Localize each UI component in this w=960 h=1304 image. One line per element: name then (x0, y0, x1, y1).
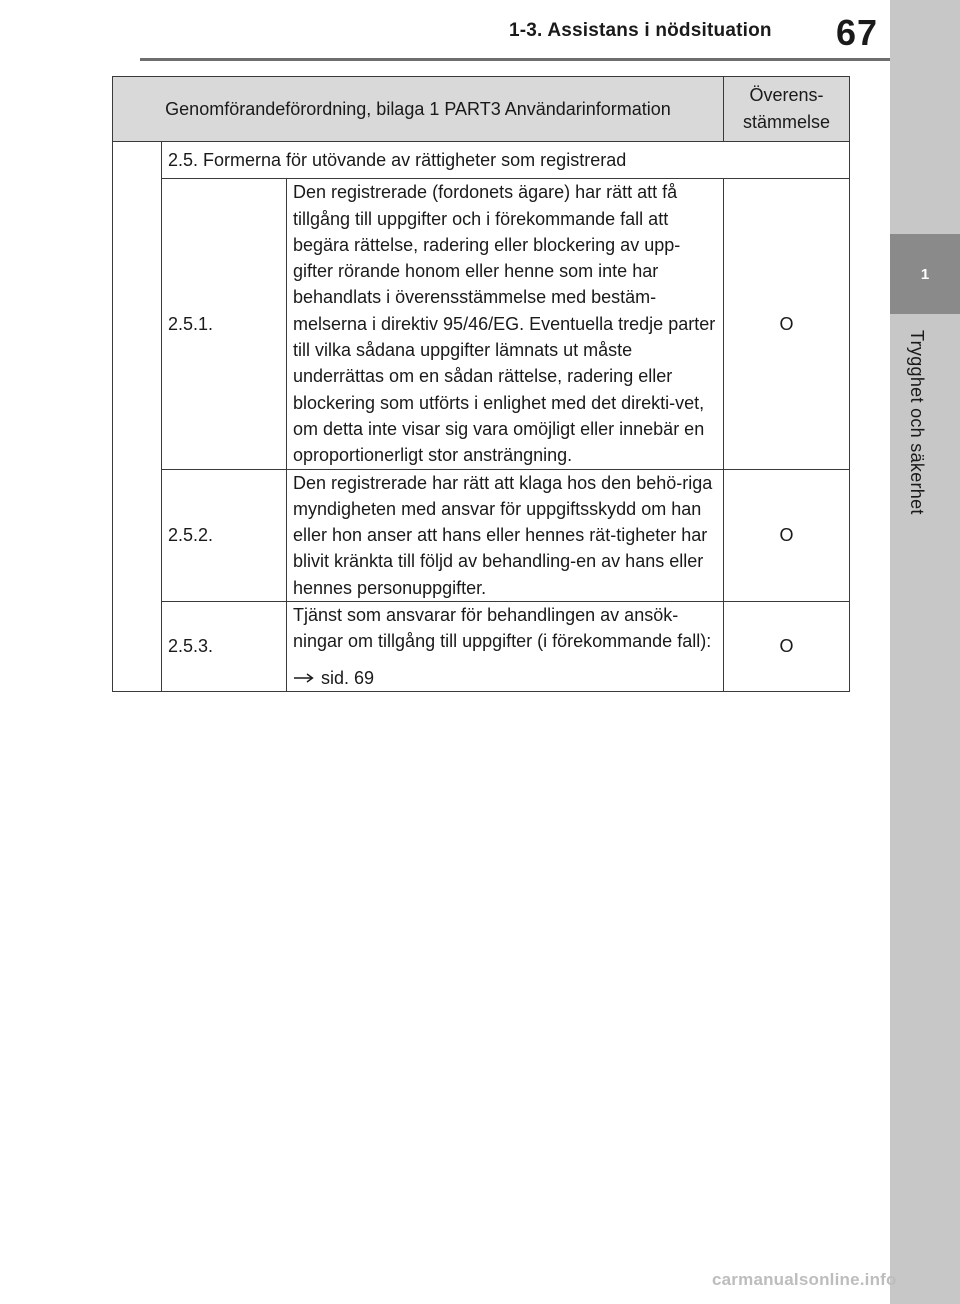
arrow-right-icon (293, 673, 315, 683)
row-agreement-mark: O (724, 179, 850, 469)
section-row (113, 142, 850, 179)
section-heading: 2.5. Formerna för utövande av rättigheter som registrerad (162, 142, 850, 179)
regulation-header: Genomförandeförordning, bilaga 1 PART3 Användarinformation (113, 77, 724, 142)
agreement-header-line1: Överens- (749, 85, 824, 105)
row-number: 2.5.3. (162, 602, 287, 692)
row-agreement-mark: O (724, 469, 850, 601)
row-description-cell (287, 602, 724, 692)
agreement-header (724, 77, 850, 142)
watermark: carmanualsonline.info (712, 1270, 897, 1289)
section-title: 1-3. Assistans i nödsituation (509, 20, 772, 41)
row-description: Den registrerade (fordonets ägare) har rätt att få tillgång till uppgifter och i förekommande fall att begära rättelse, radering eller blockering av upp-gifter rörande honom eller henne som inte har behandlats i överensstämmelse med bestäm-melserna i direktiv 95/46/EG. Eventuella tredje parter till vilka sådana uppgifter lämnats ut måste underrättas om en sådan rättelse, radering eller blockering som utförts i enlighet med det direkti-vet, om detta inte visar sig vara omöjligt eller innebär en oproportionerligt stor ansträngning. (287, 179, 724, 469)
row-number: 2.5.1. (162, 179, 287, 469)
table-row (113, 602, 850, 692)
header-divider (140, 58, 890, 61)
indent-cell (113, 142, 162, 692)
row-description: Den registrerade har rätt att klaga hos den behö-riga myndigheten med ansvar för uppgiftsskydd om han eller hon anser att hans eller hennes rät-tigheter har blivit kränkta till följd av behandling-en av hans eller hennes personuppgifter. (287, 469, 724, 601)
side-index-strip (890, 0, 960, 1304)
chapter-tab[interactable]: 1 (890, 234, 960, 314)
table-row (113, 469, 850, 601)
agreement-header-line2: stämmelse (743, 112, 831, 132)
table-row (113, 179, 850, 469)
page-reference-link[interactable]: sid. 69 (321, 667, 375, 688)
page-reference[interactable] (293, 665, 717, 691)
row-agreement-mark: O (724, 602, 850, 692)
user-information-table (112, 76, 850, 692)
row-number: 2.5.2. (162, 469, 287, 601)
table-header-row (113, 77, 850, 142)
chapter-title: Trygghet och säkerhet (907, 330, 927, 515)
row-description: Tjänst som ansvarar för behandlingen av ansök-ningar om tillgång till uppgifter (i förekommande fall): (293, 605, 712, 652)
page-number: 67 (836, 12, 879, 53)
